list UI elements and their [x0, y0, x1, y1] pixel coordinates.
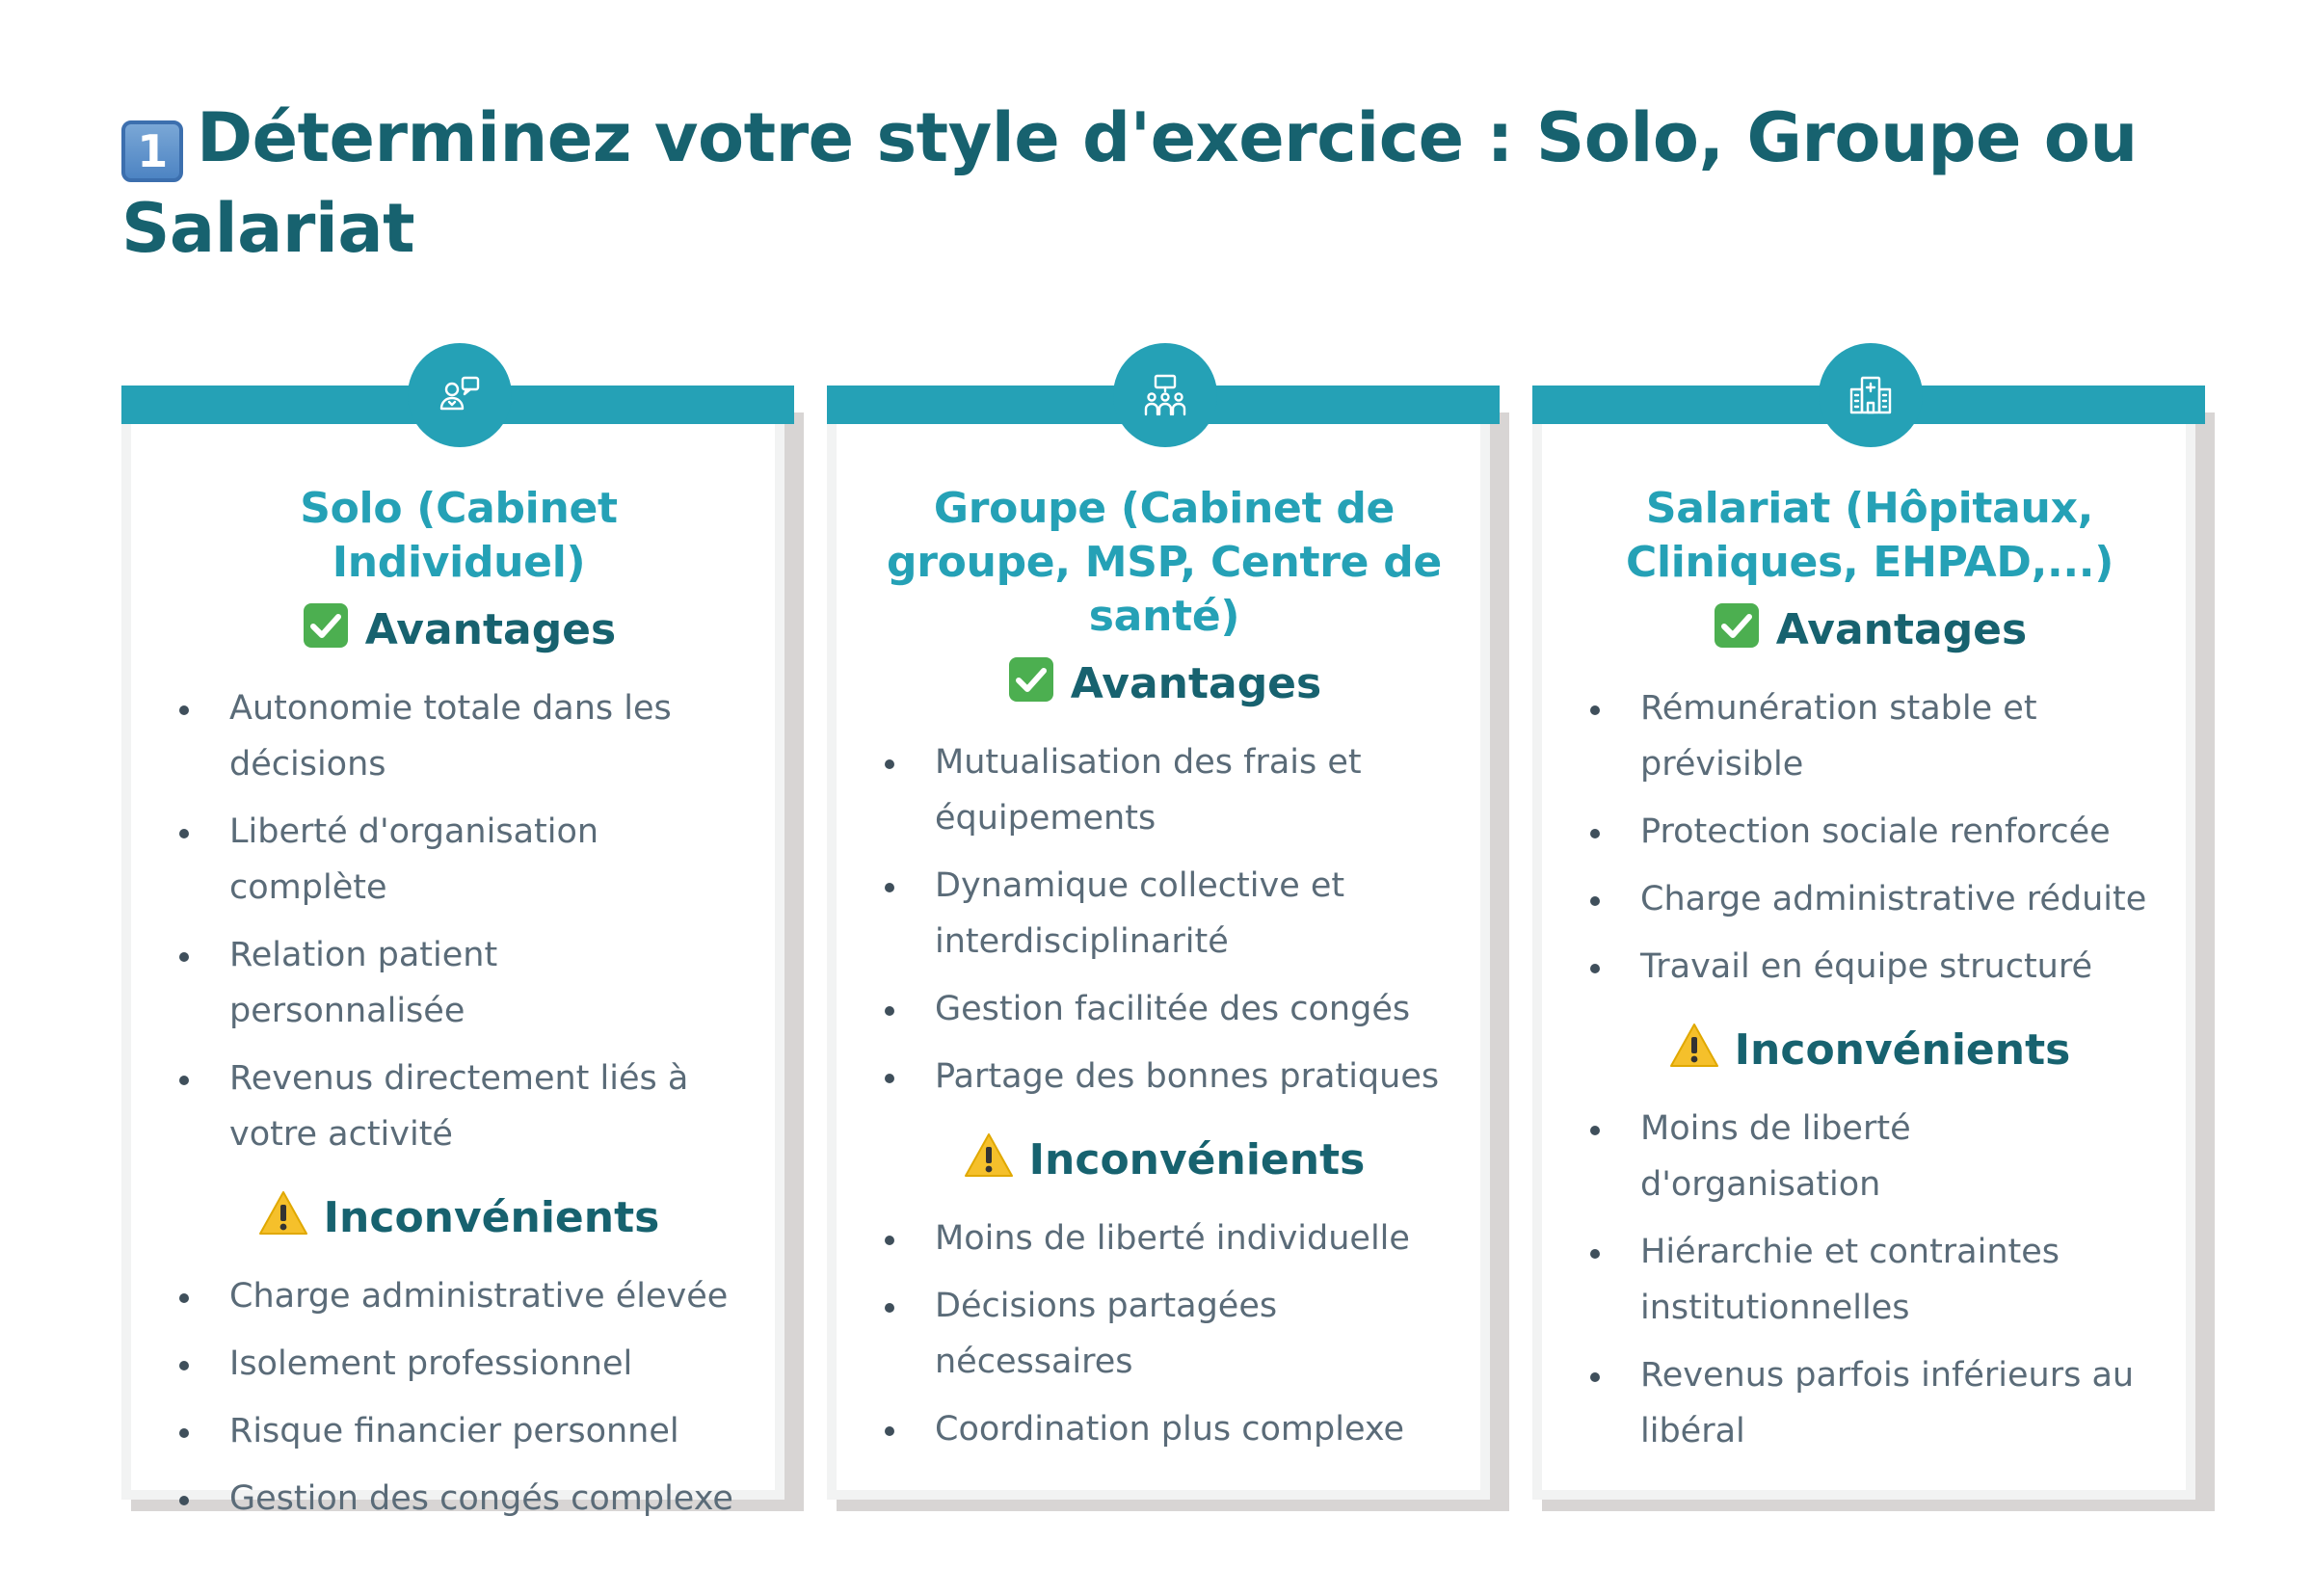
- advantages-heading: [1590, 601, 2149, 663]
- hospital-building-icon: [1819, 343, 1923, 447]
- warning-icon: [964, 1131, 1014, 1193]
- list-item: Décisions partagées nécessaires: [885, 1278, 1444, 1390]
- list-item: Relation patient personnalisée: [179, 927, 738, 1039]
- list-item: Dynamique collective et interdisciplinarité: [885, 858, 1444, 970]
- advantages-list: [885, 734, 1444, 1104]
- card-groupe: [827, 386, 1500, 1511]
- list-item: Mutualisation des frais et équipements: [885, 734, 1444, 846]
- list-item: Rémunération stable et prévisible: [1590, 680, 2149, 792]
- disadvantages-heading: [179, 1189, 738, 1251]
- page-title-text: Déterminez votre style d'exercice : Solo, Groupe ou Salariat: [121, 98, 2138, 268]
- disadvantages-list: [1590, 1101, 2149, 1459]
- card-solo: [121, 386, 794, 1518]
- check-mark-icon: [1007, 655, 1055, 717]
- card-title: Groupe (Cabinet de groupe, MSP, Centre de santé): [887, 484, 1442, 641]
- list-item: Gestion des congés complexe: [179, 1471, 738, 1527]
- group-meeting-icon: [1113, 343, 1217, 447]
- advantages-list: [1590, 680, 2149, 995]
- list-item: Autonomie totale dans les décisions: [179, 680, 738, 792]
- list-item: Travail en équipe structuré: [1590, 939, 2149, 995]
- list-item: Moins de liberté d'organisation: [1590, 1101, 2149, 1212]
- list-item: Charge administrative élevée: [179, 1268, 738, 1324]
- page-title: [121, 93, 2203, 274]
- list-item: Gestion facilitée des congés: [885, 981, 1444, 1037]
- card-title: Salariat (Hôpitaux, Cliniques, EHPAD,...): [1625, 484, 2114, 587]
- advantages-label: Avantages: [364, 605, 617, 654]
- disadvantages-heading: [885, 1131, 1444, 1193]
- list-item: Partage des bonnes pratiques: [885, 1049, 1444, 1104]
- warning-icon: [258, 1189, 308, 1251]
- check-mark-icon: [1713, 601, 1761, 663]
- advantages-heading: [179, 601, 738, 663]
- disadvantages-heading: [1590, 1022, 2149, 1083]
- list-item: Protection sociale renforcée: [1590, 804, 2149, 860]
- list-item: Isolement professionnel: [179, 1336, 738, 1392]
- advantages-list: [179, 680, 738, 1162]
- list-item: Revenus parfois inférieurs au libéral: [1590, 1347, 2149, 1459]
- list-item: Risque financier personnel: [179, 1403, 738, 1459]
- disadvantages-list: [179, 1268, 738, 1527]
- advantages-label: Avantages: [1070, 659, 1322, 708]
- warning-icon: [1669, 1022, 1719, 1083]
- list-item: Revenus directement liés à votre activité: [179, 1051, 738, 1162]
- list-item: Hiérarchie et contraintes institutionnelles: [1590, 1224, 2149, 1336]
- keycap-one-icon: 1: [121, 120, 183, 182]
- disadvantages-label: Inconvénients: [1028, 1135, 1366, 1184]
- disadvantages-list: [885, 1210, 1444, 1457]
- advantages-label: Avantages: [1775, 605, 2028, 654]
- list-item: Coordination plus complexe: [885, 1401, 1444, 1457]
- list-item: Moins de liberté individuelle: [885, 1210, 1444, 1266]
- list-item: Liberté d'organisation complète: [179, 804, 738, 916]
- disadvantages-label: Inconvénients: [1734, 1025, 2071, 1075]
- advantages-heading: [885, 655, 1444, 717]
- doctor-consultation-icon: [408, 343, 512, 447]
- list-item: Charge administrative réduite: [1590, 871, 2149, 927]
- disadvantages-label: Inconvénients: [323, 1193, 660, 1242]
- card-salariat: [1532, 386, 2205, 1511]
- card-title: Solo (Cabinet Individuel): [300, 484, 618, 587]
- check-mark-icon: [302, 601, 350, 663]
